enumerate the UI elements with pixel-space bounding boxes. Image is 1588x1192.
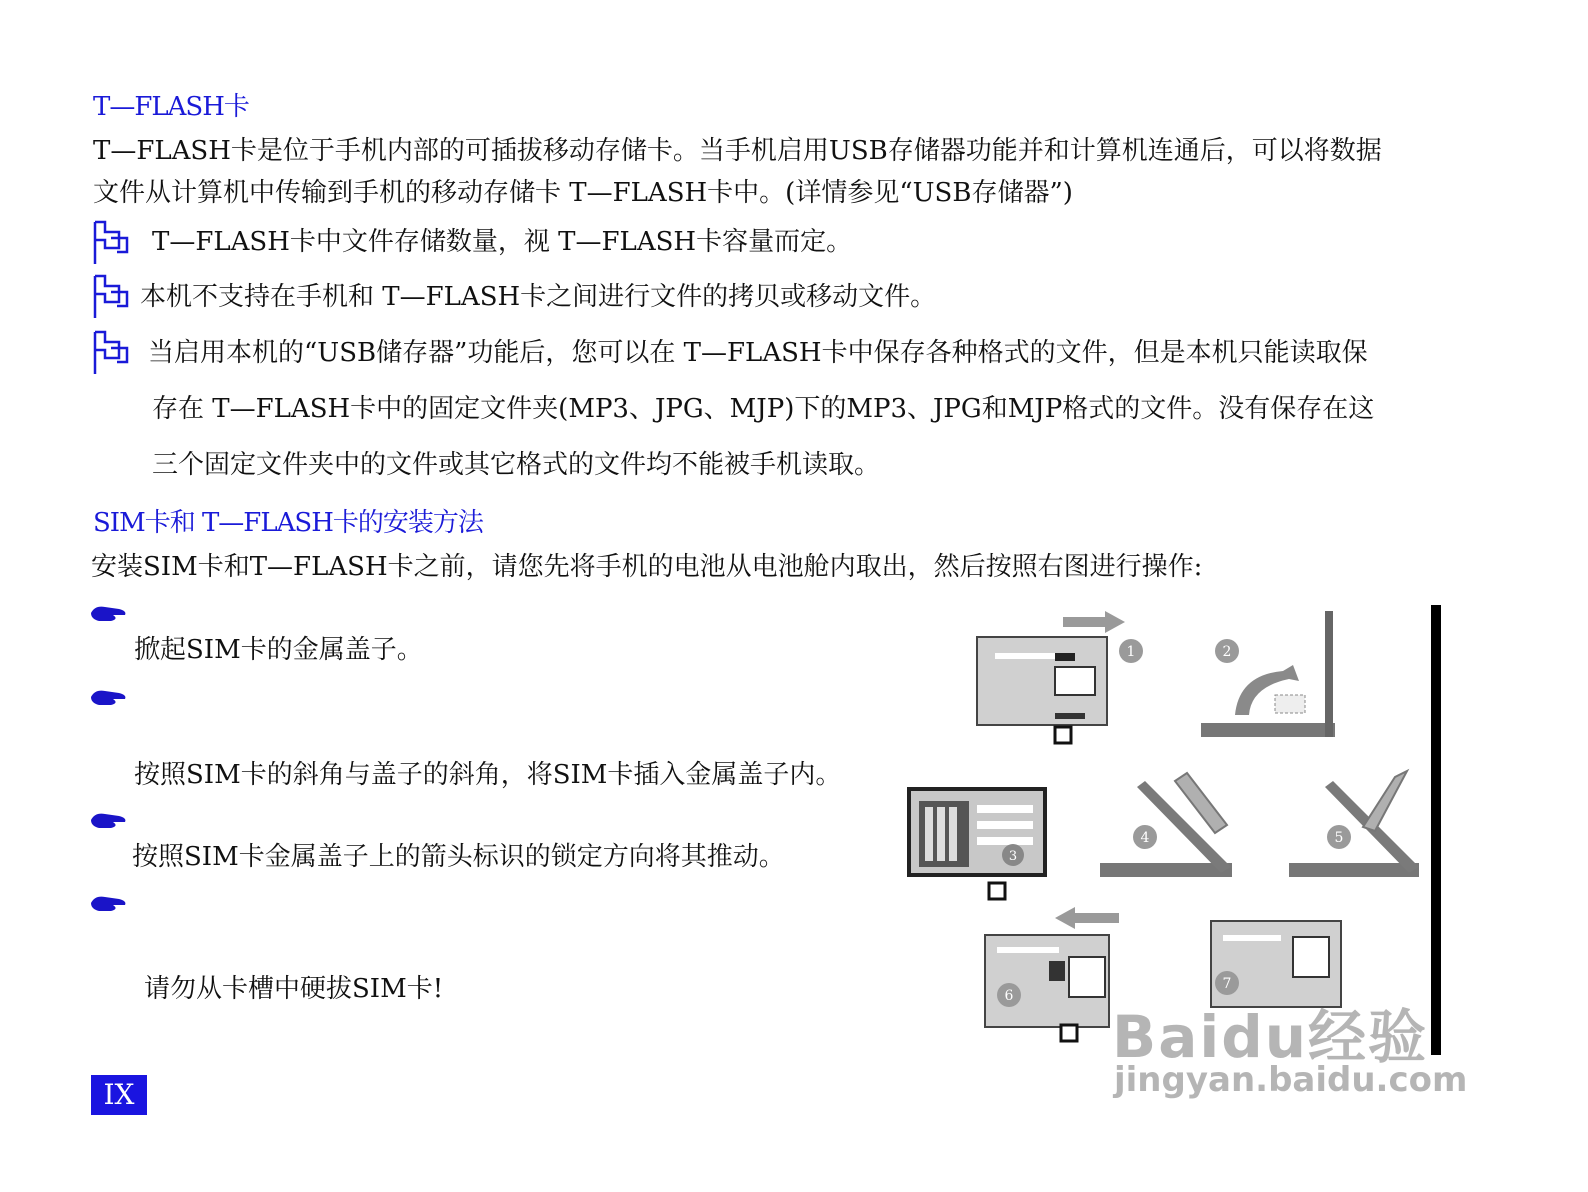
- diagram-step-1: [977, 611, 1143, 743]
- step-number: 3: [1008, 849, 1018, 864]
- note-icon: [91, 328, 131, 378]
- step-text-1: 掀起SIM卡的金属盖子。: [134, 635, 423, 665]
- step-number: 4: [1140, 830, 1150, 846]
- step-number: 6: [1004, 988, 1014, 1004]
- hand-pointer-icon: [89, 603, 129, 625]
- step-text-4: 请勿从卡槽中硬拔SIM卡!: [144, 974, 444, 1004]
- diagram-step-4: [1100, 773, 1232, 877]
- note-icon: [91, 272, 131, 322]
- step-number: 1: [1126, 644, 1136, 660]
- note-text-3-line-2: 存在 T—FLASH卡中的固定文件夹(MP3、JPG、MJP)下的MP3、JPG和MJP格式的文件。没有保存在这: [152, 394, 1375, 424]
- note-icon: [91, 218, 131, 268]
- diagram-step-6: [985, 907, 1119, 1041]
- note-text-1: T—FLASH卡中文件存储数量，视 T—FLASH卡容量而定。: [152, 227, 853, 257]
- diagram-step-5: [1289, 771, 1419, 877]
- section-title-tflash: T—FLASH卡: [93, 92, 249, 122]
- step-number: 7: [1222, 976, 1232, 992]
- page-number-badge: IX: [91, 1075, 147, 1115]
- install-intro: 安装SIM卡和T—FLASH卡之前，请您先将手机的电池从电池舱内取出，然后按照右图进行操作:: [91, 552, 1203, 582]
- hand-pointer-icon: [89, 687, 129, 709]
- note-text-3-line-1: 当启用本机的“USB储存器”功能后，您可以在 T—FLASH卡中保存各种格式的文件，但是本机只能读取保: [148, 338, 1368, 368]
- step-number: 5: [1334, 830, 1344, 846]
- section-title-install: SIM卡和 T—FLASH卡的安装方法: [93, 508, 483, 538]
- step-text-2: 按照SIM卡的斜角与盖子的斜角，将SIM卡插入金属盖子内。: [134, 760, 842, 790]
- diagram-step-2: [1201, 611, 1335, 737]
- hand-pointer-icon: [89, 810, 129, 832]
- diagram-step-3: [909, 789, 1045, 899]
- tflash-paragraph-line-1: T—FLASH卡是位于手机内部的可插拔移动存储卡。当手机启用USB存储器功能并和计算机连通后，可以将数据: [93, 136, 1382, 166]
- hand-pointer-icon: [89, 893, 129, 915]
- watermark-brand: Baidu经验: [1112, 1003, 1429, 1071]
- note-text-2: 本机不支持在手机和 T—FLASH卡之间进行文件的拷贝或移动文件。: [140, 282, 937, 312]
- note-text-3-line-3: 三个固定文件夹中的文件或其它格式的文件均不能被手机读取。: [152, 450, 881, 480]
- step-number: 2: [1222, 644, 1232, 660]
- tflash-paragraph-line-2: 文件从计算机中传输到手机的移动存储卡 T—FLASH卡中。(详情参见“USB存储器”): [93, 178, 1073, 208]
- watermark-url: jingyan.baidu.com: [1114, 1060, 1468, 1100]
- step-text-3: 按照SIM卡金属盖子上的箭头标识的锁定方向将其推动。: [132, 842, 785, 872]
